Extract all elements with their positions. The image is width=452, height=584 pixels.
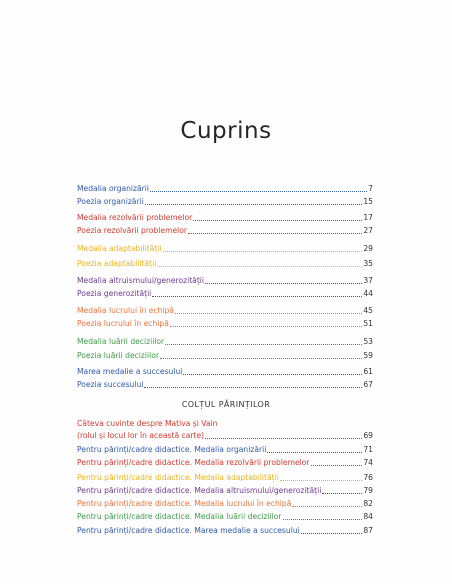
toc-entry[interactable]: [77, 276, 373, 286]
toc-entry-page: 35: [363, 259, 373, 268]
toc-entry-page: 84: [363, 512, 373, 521]
leader-dots: [188, 233, 362, 234]
leader-dots: [160, 358, 362, 359]
entry-prefix: Pentru părinți/cadre didactice.: [77, 445, 192, 454]
section-heading: COLȚUL PĂRINȚILOR: [181, 400, 271, 409]
leader-dots: [322, 493, 362, 494]
toc-entry-label: Poezia rezolvării problemelor: [77, 226, 188, 235]
leader-dots: [170, 326, 362, 327]
leader-dots: [283, 519, 363, 520]
leader-dots: [280, 480, 362, 481]
entry-prefix: Pentru părinți/cadre didactice.: [77, 458, 192, 467]
toc-entry-label: Medalia adaptabilității: [194, 473, 279, 482]
leader-dots: [193, 220, 362, 221]
toc-entry-parents[interactable]: [77, 526, 373, 536]
toc-entry-label: Poezia lucrului în echipă: [77, 319, 169, 328]
toc-entry-label: Medalia altruismului/generozității: [194, 486, 322, 495]
entry-prefix: Pentru părinți/cadre didactice.: [77, 512, 192, 521]
leader-dots: [175, 313, 362, 314]
toc-entry-parents[interactable]: [77, 473, 373, 483]
leader-dots: [311, 465, 363, 466]
toc-entry-page: 67: [363, 380, 373, 389]
toc-entry-intro[interactable]: [77, 431, 373, 441]
toc-entry-label: Marea medalie a succesului: [77, 367, 183, 376]
toc-entry-page: 59: [363, 351, 373, 360]
page-title: Cuprins: [180, 118, 272, 144]
toc-entry-page: 51: [363, 319, 373, 328]
toc-entry-page: 7: [368, 184, 373, 193]
entry-prefix: Pentru părinți/cadre didactice.: [77, 486, 192, 495]
toc-entry-label: Medalia luării deciziilor: [77, 337, 165, 346]
toc-entry-parents[interactable]: [77, 445, 373, 455]
toc-entry-page: 45: [363, 306, 373, 315]
toc-entry[interactable]: [77, 213, 373, 223]
toc-entry[interactable]: [77, 197, 373, 207]
toc-entry[interactable]: [77, 184, 373, 194]
leader-dots: [144, 387, 362, 388]
leader-dots: [163, 251, 363, 252]
leader-dots: [150, 191, 367, 192]
toc-entry-page: 53: [363, 337, 373, 346]
toc-entry-page: 17: [363, 213, 373, 222]
toc-entry-parents[interactable]: [77, 499, 373, 509]
entry-prefix: Pentru părinți/cadre didactice.: [77, 526, 192, 535]
toc-entry-label: Medalia lucrului în echipă: [77, 306, 175, 315]
leader-dots: [183, 374, 362, 375]
toc-entry[interactable]: [77, 337, 373, 347]
toc-entry-page: 71: [363, 445, 373, 454]
toc-entry-label: Poezia luării deciziilor: [77, 351, 159, 360]
toc-entry-label: Poezia generozității: [77, 289, 152, 298]
toc-entry-page: 82: [363, 499, 373, 508]
leader-dots: [157, 266, 362, 267]
leader-dots: [152, 296, 362, 297]
toc-entry-page: 87: [363, 526, 373, 535]
toc-entry-label: Medalia luării deciziilor: [194, 512, 282, 521]
intro-line-1[interactable]: Câteva cuvinte despre Mativa și Vain: [77, 419, 218, 428]
toc-entry-page: 44: [363, 289, 373, 298]
toc-entry-label: Medalia rezolvării problemelor: [194, 458, 310, 467]
toc-entry-page: 15: [363, 197, 373, 206]
toc-entry-label: Medalia lucrului în echipă: [194, 499, 292, 508]
toc-entry-parents[interactable]: [77, 512, 373, 522]
toc-entry-label: Medalia adaptabilității: [77, 244, 162, 253]
toc-entry-page: 61: [363, 367, 373, 376]
leader-dots: [205, 438, 362, 439]
toc-entry[interactable]: [77, 351, 373, 361]
leader-dots: [267, 452, 362, 453]
toc-entry[interactable]: [77, 306, 373, 316]
leader-dots: [205, 283, 362, 284]
toc-entry-label: (rolul și locul lor în această carte): [77, 431, 205, 440]
toc-entry-page: 27: [363, 226, 373, 235]
toc-entry[interactable]: [77, 289, 373, 299]
toc-entry-parents[interactable]: [77, 486, 373, 496]
leader-dots: [145, 204, 363, 205]
entry-prefix: Pentru părinți/cadre didactice.: [77, 473, 192, 482]
toc-entry-label: Medalia rezolvării problemelor: [77, 213, 193, 222]
toc-entry-page: 76: [363, 473, 373, 482]
toc-entry[interactable]: [77, 226, 373, 236]
toc-entry[interactable]: [77, 380, 373, 390]
entry-prefix: Pentru părinți/cadre didactice.: [77, 499, 192, 508]
toc-entry-page: 79: [363, 486, 373, 495]
leader-dots: [292, 506, 362, 507]
toc-entry-parents[interactable]: [77, 458, 373, 468]
toc-entry-label: Poezia organizării: [77, 197, 144, 206]
toc-entry[interactable]: [77, 319, 373, 329]
toc-entry-label: Poezia succesului: [77, 380, 144, 389]
toc-entry[interactable]: [77, 259, 373, 269]
toc-entry-page: 69: [363, 431, 373, 440]
leader-dots: [165, 344, 362, 345]
toc-entry-label: Poezia adaptabilității: [77, 259, 157, 268]
leader-dots: [301, 533, 363, 534]
toc-entry-label: Medalia altruismului/generozității: [77, 276, 205, 285]
toc-entry[interactable]: [77, 244, 373, 254]
toc-entry[interactable]: [77, 367, 373, 377]
toc-entry-label: Medalia organizării: [77, 184, 149, 193]
toc-entry-page: 74: [363, 458, 373, 467]
toc-entry-label: Marea medalie a succesului: [194, 526, 300, 535]
toc-entry-page: 29: [363, 244, 373, 253]
toc-entry-page: 37: [363, 276, 373, 285]
toc-entry-label: Medalia organizării: [194, 445, 267, 454]
